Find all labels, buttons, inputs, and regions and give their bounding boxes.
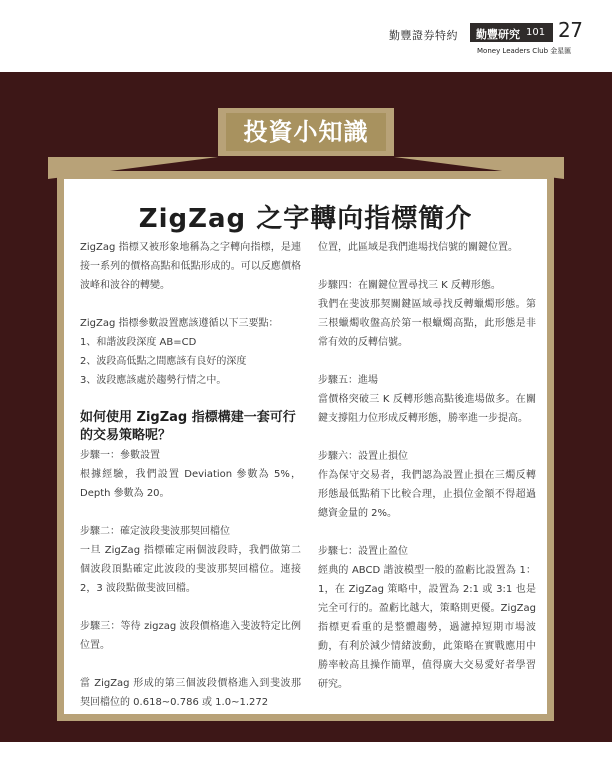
paragraph xyxy=(318,276,536,352)
section-tab xyxy=(470,23,553,42)
article-left-column xyxy=(80,238,301,731)
paragraph-line: 根據經驗，我們設置 Deviation 參數為 5%，Depth 參數為 20。 xyxy=(80,469,301,499)
page-header xyxy=(0,0,612,72)
paragraph xyxy=(80,522,301,598)
section-number: 101 xyxy=(526,27,546,38)
paragraph xyxy=(318,238,536,257)
club-name: Money Leaders Club 金星匯 xyxy=(477,47,572,55)
paragraph-line: 1、和諧波段深度 AB=CD xyxy=(80,337,197,348)
paragraph-line: 步驟五：進場 xyxy=(318,375,378,386)
paragraph xyxy=(80,238,301,295)
paragraph-line: 當 ZigZag 形成的第三個波段價格進入到斐波那契回檔位的 0.618~0.786 或 1.0~1.272 xyxy=(80,678,301,708)
banner-label: 投資小知識 xyxy=(243,118,369,146)
paragraph xyxy=(80,446,301,503)
paragraph-line: 步驟七：設置止盈位 xyxy=(318,546,408,557)
section-heading: 如何使用 ZigZag 指標構建一套可行的交易策略呢？ xyxy=(80,410,296,443)
paragraph-line: ZigZag 指標又被形象地稱為之字轉向指標，是連接一系列的價格高點和低點形成的。可以反應價格波峰和波谷的轉變。 xyxy=(80,242,301,291)
bottom-margin xyxy=(0,742,612,768)
paragraph-line: ZigZag 指標參數設置應該遵循以下三要點： xyxy=(80,318,279,329)
paragraph xyxy=(80,674,301,712)
paragraph-line: 當價格突破三 K 反轉形態高點後進場做多。在關鍵支撐阻力位形成反轉形態，勝率進一步提高。 xyxy=(318,394,536,424)
article-title: ZigZag 之字轉向指標簡介 xyxy=(138,204,473,234)
paragraph xyxy=(80,314,301,390)
article-right-column xyxy=(318,238,536,713)
paragraph xyxy=(318,447,536,523)
paragraph-line: 3、波段應該處於趨勢行情之中。 xyxy=(80,375,227,386)
paragraph-line: 步驟三：等待 zigzag 波段價格進入斐波特定比例位置。 xyxy=(80,621,301,651)
paragraph-line: 作為保守交易者，我們認為設置止損在三燭反轉形態最低點稍下比較合理，止損位金額不得超過總資金量的 2%。 xyxy=(318,470,536,519)
paragraph-line: 我們在斐波那契關鍵區域尋找反轉蠟燭形態。第三根蠟燭收盤高於第一根蠟燭高點，此形態是非常有效的反轉信號。 xyxy=(318,299,536,348)
publication-name: 勤豐證券特約 xyxy=(389,29,458,42)
paragraph-line: 步驟二：確定波段斐波那契回檔位 xyxy=(80,526,230,537)
paragraph-line: 位置，此區域是我們進場找信號的關鍵位置。 xyxy=(318,242,518,253)
paragraph-line: 步驟四：在關鍵位置尋找三 K 反轉形態。 xyxy=(318,280,501,291)
paragraph-line: 步驟一：參數設置 xyxy=(80,450,160,461)
paragraph-line: 一旦 ZigZag 指標確定兩個波段時，我們做第二個波段頂點確定此波段的斐波那契回檔位。連接 2，3 波段點做斐波回檔。 xyxy=(80,545,301,594)
paragraph-line: 步驟六：設置止損位 xyxy=(318,451,408,462)
section-label: 勤豐研究 xyxy=(476,28,520,41)
paragraph xyxy=(318,542,536,694)
paragraph-line: 經典的 ABCD 諧波模型一般的盈虧比設置為 1：1，在 ZigZag 策略中，設置為 2:1 或 3:1 也是完全可行的。盈虧比越大，策略則更優。ZigZag 指標更看重的是整體趨勢，過濾掉短期市場波動，有利於減少情緒波動，此策略在實戰應用中勝率較高且操作簡單，值得廣大交易愛好者學習研究。 xyxy=(318,565,536,690)
paragraph xyxy=(318,371,536,428)
paragraph-line: 2、波段高低點之間應該有良好的深度 xyxy=(80,356,247,367)
paragraph xyxy=(80,617,301,655)
page-number: 27 xyxy=(558,18,583,42)
